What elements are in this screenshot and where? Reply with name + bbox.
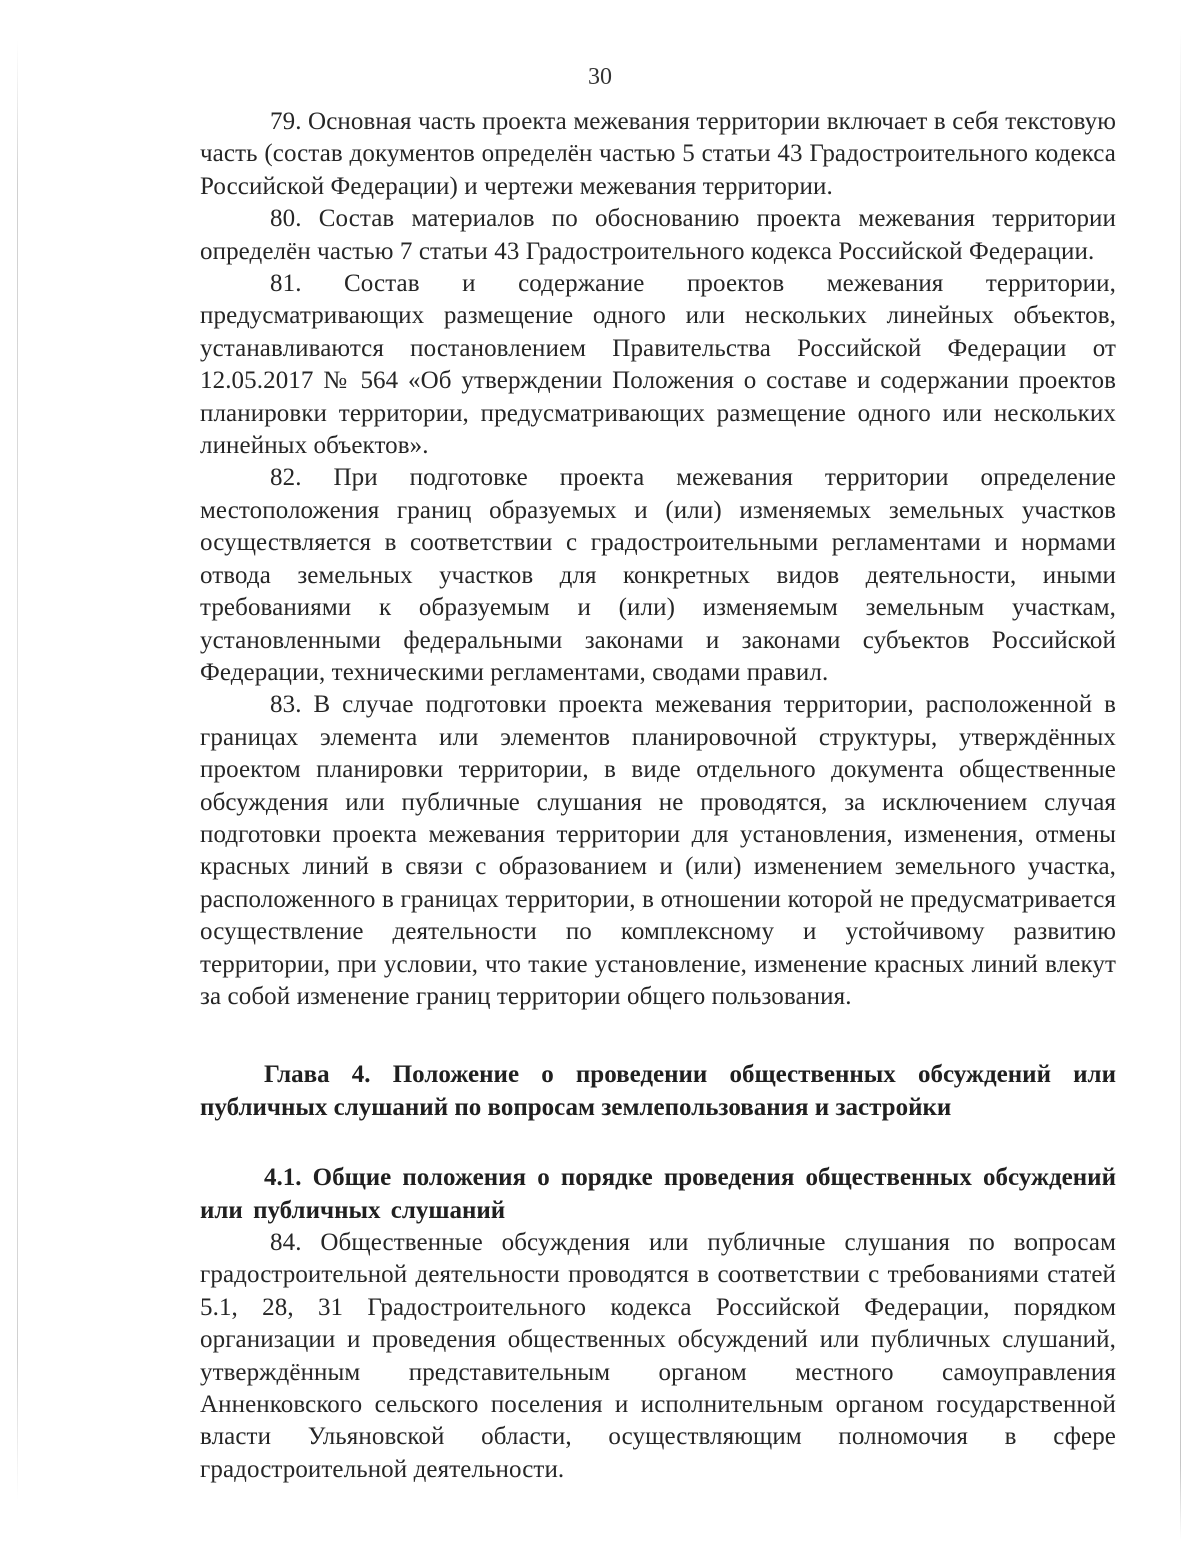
paragraph-79: 79. Основная часть проекта межевания территории включает в себя текстовую часть (состав документов определён частью 5 статьи 43 Градостроительного кодекса Российской Федерации) и чертежи межевания территории. [200,108,1116,200]
paragraph-82: 82. При подготовке проекта межевания территории определение местоположения границ образуемых и (или) изменяемых земельных участков осуществляется в соответствии с градостроительными регламентами и нормами отвода земельных участков для конкретных видов деятельности, иными требованиями к образуемым и (или) изменяемым земельным участкам, установленными федеральными законами и законами субъектов Российской Федерации, техническими регламентами, сводами правил. [200,464,1116,686]
chapter-title: Глава 4. Положение о проведении общественных обсуждений или публичных слушаний по вопросам землепользования и застройки [200,1061,1116,1121]
paragraph-84: 84. Общественные обсуждения или публичные слушания по вопросам градостроительной деятельности проводятся в соответствии с требованиями статей 5.1, 28, 31 Градостроительного кодекса Российской Федерации, порядком организации и проведения общественных обсуждений или публичных слушаний, утверждённым представительным органом местного самоуправления Анненковского сельского поселения и исполнительным органом государственной власти Ульяновской области, осуществляющим полномочия в сфере градостроительной деятельности. [200,1229,1116,1483]
paragraph-83: 83. В случае подготовки проекта межевания территории, расположенной в границах элемента или элементов планировочной структуры, утверждённых проектом планировки территории, в виде отдельного документа общественные обсуждения или публичные слушания не проводятся, за исключением случая подготовки проекта межевания территории для установления, изменения, отмены красных линий в связи с образованием и (или) изменением земельного участка, расположенного в границах территории, в отношении которой не предусматривается осуществление деятельности по комплексному и устойчивому развитию территории, при условии, что такие установление, изменение красных линий влекут за собой изменение границ территории общего пользования. [200,691,1116,1010]
section-title: 4.1. Общие положения о порядке проведения общественных обсуждений или публичных слушаний [200,1164,1116,1224]
scan-edge-right [1180,30,1181,1540]
scan-edge-left [17,40,18,1500]
document-body [200,106,1116,1486]
paragraph-80: 80. Состав материалов по обоснованию проекта межевания территории определён частью 7 статьи 43 Градостроительного кодекса Российской Федерации. [200,205,1116,265]
paragraph-81: 81. Состав и содержание проектов межевания территории, предусматривающих размещение одного или нескольких линейных объектов, устанавливаются постановлением Правительства Российской Федерации от 12.05.2017 № 564 «Об утверждении Положения о составе и содержании проектов планировки территории, предусматривающих размещение одного или нескольких линейных объектов». [200,270,1116,460]
page-number: 30 [588,64,612,90]
